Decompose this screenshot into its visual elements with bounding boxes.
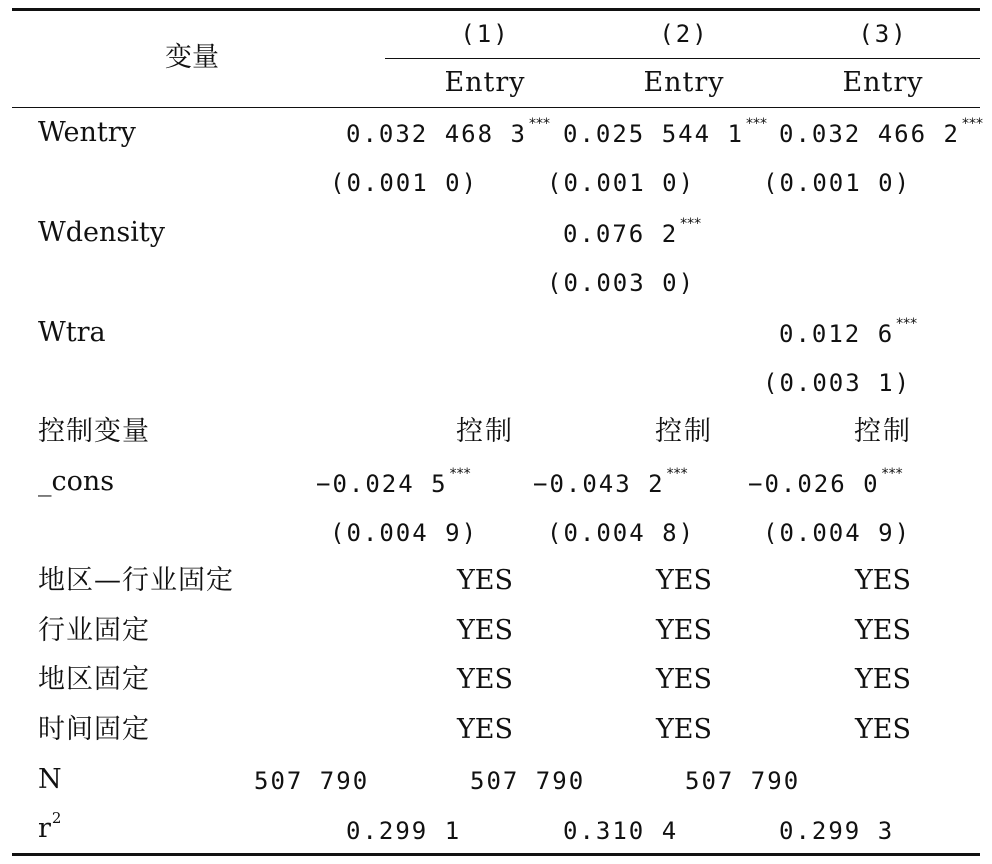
coef-cons-2: −0.043 2 *** [533,466,688,498]
industry-fe-2: YES [655,615,713,646]
se-cons-1: (0.004 9) [330,519,479,547]
row-label-controls: 控制变量 [38,416,150,447]
r2-1: 0.299 1 [346,817,462,845]
se-cons-2: (0.004 8) [547,519,696,547]
se-wentry-1: (0.001 0) [330,169,479,197]
se-cons-3: (0.004 9) [763,519,912,547]
region-fe-1: YES [456,664,514,695]
coef-wentry-3: 0.032 466 2 *** [779,116,983,148]
row-label-industry-fe: 行业固定 [38,615,150,646]
row-label-cons: _cons [38,466,115,497]
coef-cons-1: −0.024 5 *** [316,466,471,498]
column-number-3: (3) [858,20,908,48]
significance-stars: *** [449,466,471,482]
se-wentry-3: (0.001 0) [763,169,912,197]
top-rule [12,8,980,11]
se-wtra-3: (0.003 1) [763,369,912,397]
significance-stars: *** [528,116,550,132]
n-1: 507 790 [254,767,370,795]
coef-wtra-3: 0.012 6 *** [779,316,918,348]
coef-cons-3: −0.026 0 *** [748,466,903,498]
column-depvar-1: Entry [444,67,526,98]
column-number-1: (1) [460,20,510,48]
significance-stars: *** [961,116,983,132]
header-bottom-rule [12,107,980,108]
significance-stars: *** [666,466,688,482]
controls-3: 控制 [854,416,912,447]
region-industry-fe-3: YES [854,565,912,596]
column-depvar-3: Entry [842,67,924,98]
significance-stars: *** [745,116,767,132]
r2-3: 0.299 3 [779,817,895,845]
region-fe-2: YES [655,664,713,695]
coef-wentry-1: 0.032 468 3 *** [346,116,550,148]
variable-header: 变量 [165,42,219,73]
time-fe-2: YES [655,714,713,745]
n-2: 507 790 [470,767,586,795]
row-label-region-industry-fe: 地区—行业固定 [38,565,234,596]
row-label-wentry: Wentry [38,117,136,148]
row-label-time-fe: 时间固定 [38,714,150,745]
row-label-wtra: Wtra [38,317,106,348]
n-3: 507 790 [685,767,801,795]
column-depvar-2: Entry [643,67,725,98]
superscript: 2 [51,809,62,827]
industry-fe-1: YES [456,615,514,646]
bottom-rule [12,853,980,856]
row-label-region-fe: 地区固定 [38,664,150,695]
column-number-2: (2) [659,20,709,48]
industry-fe-3: YES [854,615,912,646]
significance-stars: *** [881,466,903,482]
time-fe-1: YES [456,714,514,745]
region-fe-3: YES [854,664,912,695]
r2-2: 0.310 4 [563,817,679,845]
row-label-r2: $r^2$ [38,809,62,844]
header-mid-rule [385,58,980,59]
controls-2: 控制 [655,416,713,447]
region-industry-fe-1: YES [456,565,514,596]
row-label-wdensity: Wdensity [38,217,165,248]
time-fe-3: YES [854,714,912,745]
coef-wdensity-2: 0.076 2 *** [563,216,702,248]
row-label-n: N [38,764,62,795]
significance-stars: *** [680,216,702,232]
significance-stars: *** [896,316,918,332]
region-industry-fe-2: YES [655,565,713,596]
se-wdensity-2: (0.003 0) [547,269,696,297]
controls-1: 控制 [456,416,514,447]
coef-wentry-2: 0.025 544 1 *** [563,116,767,148]
se-wentry-2: (0.001 0) [547,169,696,197]
